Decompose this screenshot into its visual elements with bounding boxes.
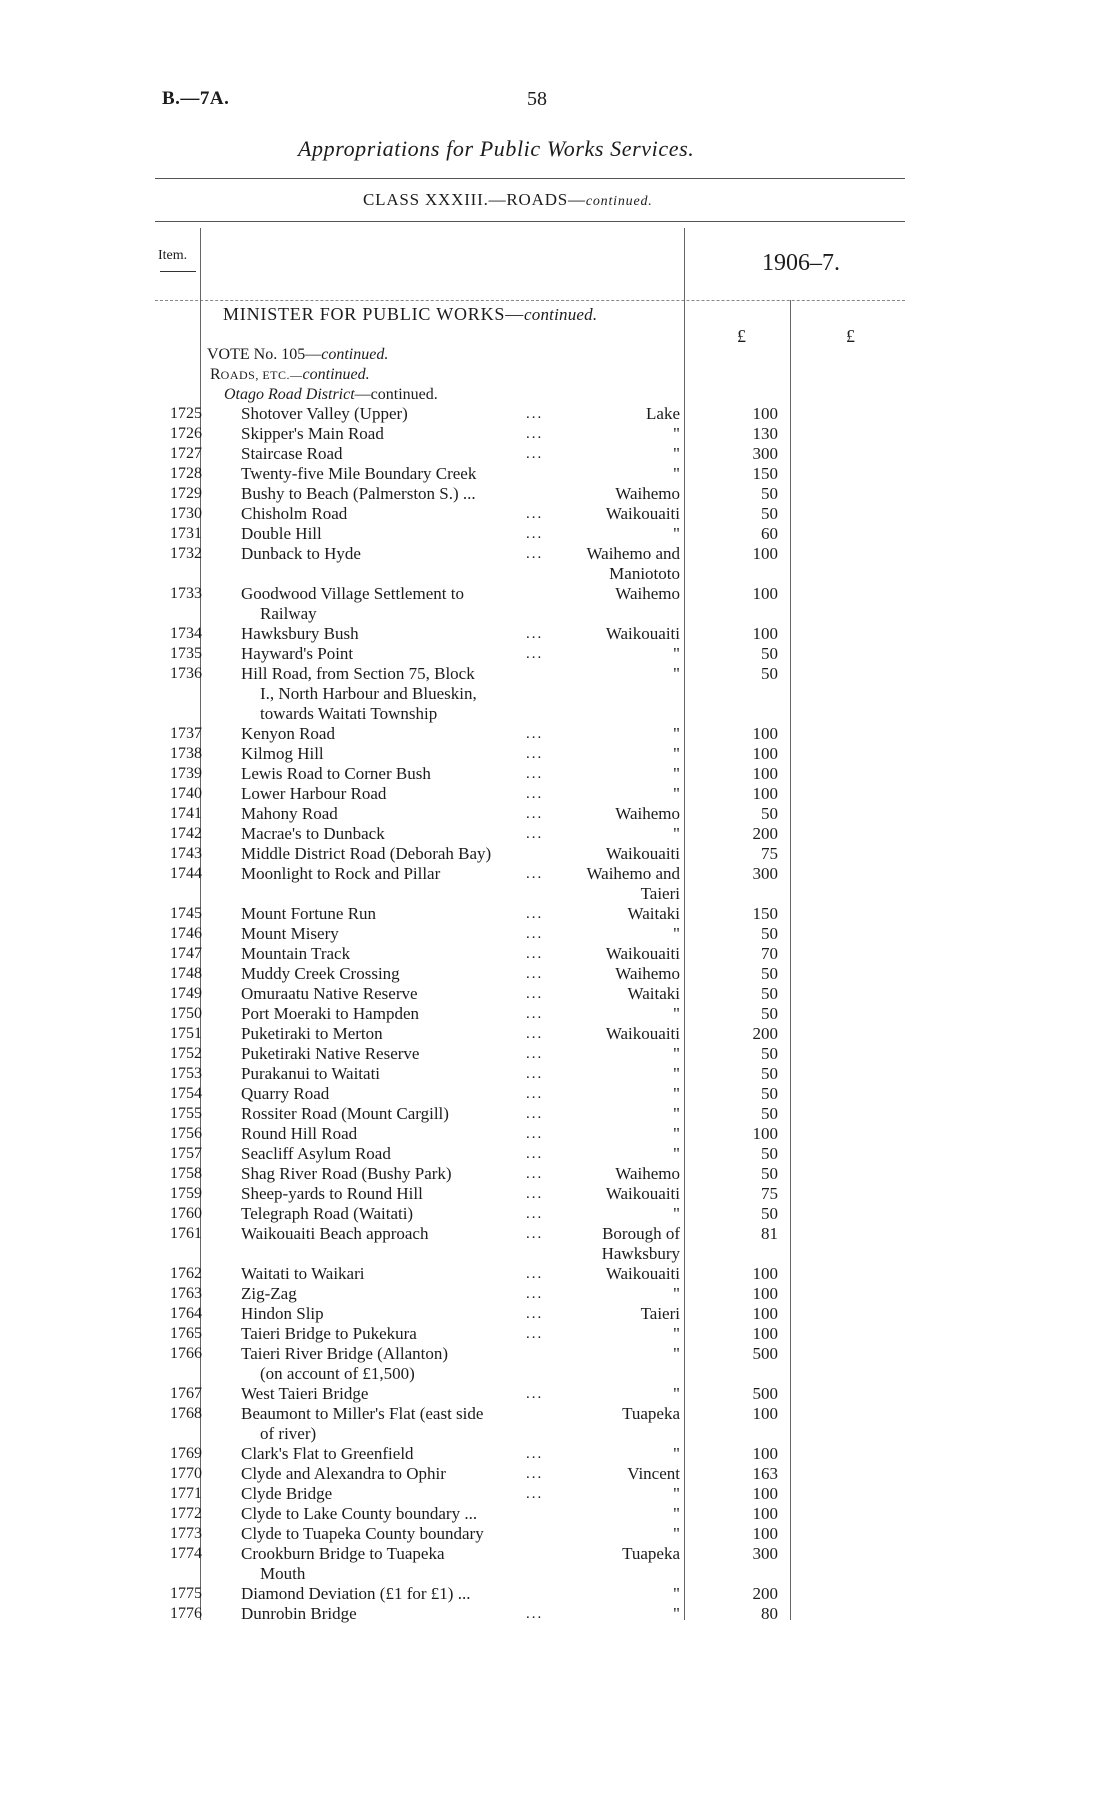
item-amount: 50 xyxy=(761,964,778,983)
item-number: 1738 xyxy=(170,745,202,762)
leader-dots: ... xyxy=(526,1226,544,1242)
roads-heading-text: OADS, ETC.— xyxy=(220,368,303,382)
leader-dots: ... xyxy=(526,1006,544,1022)
item-amount: 50 xyxy=(761,1084,778,1103)
item-description: Shag River Road (Bushy Park) xyxy=(241,1164,452,1183)
leader-dots: ... xyxy=(526,946,544,962)
item-description: Skipper's Main Road xyxy=(241,424,384,443)
leader-dots: ... xyxy=(526,1266,544,1282)
item-number: 1750 xyxy=(170,1005,202,1022)
item-number: 1726 xyxy=(170,425,202,442)
item-number: 1739 xyxy=(170,765,202,782)
item-description: Sheep-yards to Round Hill xyxy=(241,1184,423,1203)
item-number: 1741 xyxy=(170,805,202,822)
leader-dots: ... xyxy=(526,1126,544,1142)
class-heading xyxy=(363,190,653,210)
minister-heading xyxy=(223,304,597,325)
item-number: 1728 xyxy=(170,465,202,482)
item-location: " xyxy=(673,824,680,843)
leader-dots: ... xyxy=(526,786,544,802)
item-location: Taieri xyxy=(640,1304,680,1323)
item-amount: 100 xyxy=(752,1404,778,1423)
item-description: of river) xyxy=(260,1424,317,1443)
header-rule-bottom xyxy=(155,221,905,222)
item-amount: 50 xyxy=(761,984,778,1003)
item-number: 1730 xyxy=(170,505,202,522)
leader-dots: ... xyxy=(526,1026,544,1042)
leader-dots: ... xyxy=(526,986,544,1002)
item-number: 1729 xyxy=(170,485,202,502)
item-location: Waihemo and xyxy=(586,864,680,883)
item-amount: 100 xyxy=(752,1484,778,1503)
item-amount: 100 xyxy=(752,544,778,563)
item-location: " xyxy=(673,1104,680,1123)
leader-dots: ... xyxy=(526,1446,544,1462)
item-location: " xyxy=(673,784,680,803)
item-column-header: Item. xyxy=(158,248,188,263)
item-location: " xyxy=(673,1384,680,1403)
item-description: Muddy Creek Crossing xyxy=(241,964,400,983)
item-description: Mouth xyxy=(260,1564,306,1583)
item-description: Staircase Road xyxy=(241,444,343,463)
roads-heading xyxy=(210,366,370,384)
item-number: 1760 xyxy=(170,1205,202,1222)
item-number: 1751 xyxy=(170,1025,202,1042)
item-amount: 50 xyxy=(761,1144,778,1163)
item-amount: 50 xyxy=(761,1004,778,1023)
item-number: 1774 xyxy=(170,1545,202,1562)
item-location: Waihemo xyxy=(615,964,680,983)
item-description: Double Hill xyxy=(241,524,322,543)
item-location: " xyxy=(673,1084,680,1103)
leader-dots: ... xyxy=(526,726,544,742)
item-number: 1736 xyxy=(170,665,202,682)
item-amount: 50 xyxy=(761,804,778,823)
item-description: Purakanui to Waitati xyxy=(241,1064,381,1083)
item-number: 1766 xyxy=(170,1345,202,1362)
leader-dots: ... xyxy=(526,1046,544,1062)
item-location: Vincent xyxy=(627,1464,680,1483)
leader-dots: ... xyxy=(526,1206,544,1222)
item-number: 1748 xyxy=(170,965,202,982)
item-location: " xyxy=(673,444,680,463)
item-description: Seacliff Asylum Road xyxy=(241,1144,391,1163)
item-location: " xyxy=(673,1604,680,1623)
leader-dots: ... xyxy=(526,646,544,662)
amount-column-divider xyxy=(790,300,791,1620)
item-location: " xyxy=(673,924,680,943)
item-number: 1768 xyxy=(170,1405,202,1422)
district-heading xyxy=(224,386,438,404)
item-number: 1770 xyxy=(170,1465,202,1482)
item-description: I., North Harbour and Blueskin, xyxy=(260,684,477,703)
leader-dots: ... xyxy=(526,1326,544,1342)
leader-dots: ... xyxy=(526,526,544,542)
item-description: Shotover Valley (Upper) xyxy=(241,404,408,423)
item-amount: 300 xyxy=(752,444,778,463)
item-amount: 300 xyxy=(752,864,778,883)
item-location: " xyxy=(673,1004,680,1023)
item-number: 1754 xyxy=(170,1085,202,1102)
item-amount: 100 xyxy=(752,764,778,783)
item-location: " xyxy=(673,464,680,483)
leader-dots: ... xyxy=(526,926,544,942)
item-description: Twenty-five Mile Boundary Creek xyxy=(241,464,477,483)
location-column-divider xyxy=(684,228,685,1620)
item-description: Railway xyxy=(260,604,317,623)
currency-symbol-2: £ xyxy=(846,326,855,346)
item-location: Waikouaiti xyxy=(605,1264,680,1283)
item-number: 1745 xyxy=(170,905,202,922)
roads-heading-cap: R xyxy=(210,366,221,383)
item-description: Hindon Slip xyxy=(241,1304,324,1323)
item-amount: 100 xyxy=(752,1324,778,1343)
item-description: Zig-Zag xyxy=(241,1284,297,1303)
leader-dots: ... xyxy=(526,426,544,442)
item-amount: 60 xyxy=(761,524,778,543)
vote-heading-continued: continued. xyxy=(321,346,389,363)
item-location: " xyxy=(673,664,680,683)
item-location: " xyxy=(673,1484,680,1503)
item-number: 1743 xyxy=(170,845,202,862)
item-description: Port Moeraki to Hampden xyxy=(241,1004,419,1023)
item-description: Omuraatu Native Reserve xyxy=(241,984,418,1003)
item-number: 1764 xyxy=(170,1305,202,1322)
item-description: Telegraph Road (Waitati) xyxy=(241,1204,414,1223)
document-reference: B.—7A. xyxy=(162,88,230,109)
item-description: Puketiraki to Merton xyxy=(241,1024,383,1043)
vote-heading-text: VOTE No. 105— xyxy=(207,346,322,363)
item-location: " xyxy=(673,1344,680,1363)
item-amount: 50 xyxy=(761,1164,778,1183)
item-description: Bushy to Beach (Palmerston S.) ... xyxy=(241,484,476,503)
item-number: 1752 xyxy=(170,1045,202,1062)
item-location: " xyxy=(673,424,680,443)
item-amount: 100 xyxy=(752,744,778,763)
item-description: Middle District Road (Deborah Bay) xyxy=(241,844,492,863)
item-location: " xyxy=(673,524,680,543)
item-amount: 130 xyxy=(752,424,778,443)
leader-dots: ... xyxy=(526,1466,544,1482)
item-number: 1744 xyxy=(170,865,202,882)
item-number: 1776 xyxy=(170,1605,202,1622)
leader-dots: ... xyxy=(526,1186,544,1202)
item-number: 1769 xyxy=(170,1445,202,1462)
item-amount: 75 xyxy=(761,1184,778,1203)
item-description: Crookburn Bridge to Tuapeka xyxy=(241,1544,445,1563)
leader-dots: ... xyxy=(526,746,544,762)
item-number: 1733 xyxy=(170,585,202,602)
item-number: 1771 xyxy=(170,1485,202,1502)
item-description: Mount Misery xyxy=(241,924,339,943)
item-description: Beaumont to Miller's Flat (east side xyxy=(241,1404,484,1423)
item-number: 1747 xyxy=(170,945,202,962)
item-location: Waikouaiti xyxy=(605,624,680,643)
item-location: " xyxy=(673,1284,680,1303)
item-amount: 100 xyxy=(752,1524,778,1543)
item-number: 1727 xyxy=(170,445,202,462)
item-description: Kenyon Road xyxy=(241,724,335,743)
item-location: Waikouaiti xyxy=(605,504,680,523)
page-title: Appropriations for Public Works Services. xyxy=(298,136,695,161)
item-location: Waikouaiti xyxy=(605,1024,680,1043)
item-amount: 50 xyxy=(761,1064,778,1083)
item-description: Clyde to Lake County boundary ... xyxy=(241,1504,478,1523)
item-description: Kilmog Hill xyxy=(241,744,324,763)
item-location: Waikouaiti xyxy=(605,1184,680,1203)
item-description: towards Waitati Township xyxy=(260,704,438,723)
leader-dots: ... xyxy=(526,626,544,642)
item-location: Lake xyxy=(646,404,680,423)
item-location: " xyxy=(673,764,680,783)
roads-heading-continued: continued. xyxy=(302,366,370,383)
leader-dots: ... xyxy=(526,1106,544,1122)
item-amount: 50 xyxy=(761,484,778,503)
item-number: 1759 xyxy=(170,1185,202,1202)
leader-dots: ... xyxy=(526,906,544,922)
minister-heading-text: MINISTER FOR PUBLIC WORKS— xyxy=(223,304,525,324)
item-location: Waitaki xyxy=(627,904,680,923)
leader-dots: ... xyxy=(526,1066,544,1082)
leader-dots: ... xyxy=(526,1086,544,1102)
item-description: Mahony Road xyxy=(241,804,338,823)
item-location: Borough of xyxy=(602,1224,680,1243)
item-amount: 200 xyxy=(752,824,778,843)
item-description: Lewis Road to Corner Bush xyxy=(241,764,431,783)
item-location: " xyxy=(673,644,680,663)
item-location: Waihemo and xyxy=(586,544,680,563)
item-number: 1767 xyxy=(170,1385,202,1402)
item-description: Dunrobin Bridge xyxy=(241,1604,357,1623)
page-number: 58 xyxy=(527,88,547,110)
item-description: Taieri Bridge to Pukekura xyxy=(241,1324,417,1343)
item-description: Moonlight to Rock and Pillar xyxy=(241,864,441,883)
item-number: 1761 xyxy=(170,1225,202,1242)
leader-dots: ... xyxy=(526,406,544,422)
item-amount: 200 xyxy=(752,1024,778,1043)
item-amount: 100 xyxy=(752,1264,778,1283)
class-heading-text: CLASS XXXIII.—ROADS— xyxy=(363,190,586,209)
item-description: Rossiter Road (Mount Cargill) xyxy=(241,1104,449,1123)
item-amount: 200 xyxy=(752,1584,778,1603)
item-amount: 50 xyxy=(761,644,778,663)
item-description: Clyde and Alexandra to Ophir xyxy=(241,1464,446,1483)
item-number: 1772 xyxy=(170,1505,202,1522)
item-amount: 500 xyxy=(752,1344,778,1363)
item-amount: 50 xyxy=(761,1104,778,1123)
header-rule-top xyxy=(155,178,905,179)
item-amount: 150 xyxy=(752,464,778,483)
leader-dots: ... xyxy=(526,1166,544,1182)
item-description: Clyde Bridge xyxy=(241,1484,333,1503)
item-description: Hill Road, from Section 75, Block xyxy=(241,664,475,683)
leader-dots: ... xyxy=(526,1306,544,1322)
item-description: Goodwood Village Settlement to xyxy=(241,584,464,603)
leader-dots: ... xyxy=(526,1286,544,1302)
leader-dots: ... xyxy=(526,1386,544,1402)
item-description: Lower Harbour Road xyxy=(241,784,387,803)
item-location: " xyxy=(673,724,680,743)
item-location: Tuapeka xyxy=(622,1404,680,1423)
year-column-header: 1906–7. xyxy=(762,250,840,276)
item-location: Waihemo xyxy=(615,1164,680,1183)
item-amount: 100 xyxy=(752,1444,778,1463)
currency-symbol-1: £ xyxy=(737,326,746,346)
item-description: Diamond Deviation (£1 for £1) ... xyxy=(241,1584,471,1603)
item-location: Tuapeka xyxy=(622,1544,680,1563)
item-amount: 70 xyxy=(761,944,778,963)
item-amount: 81 xyxy=(761,1224,778,1243)
item-amount: 50 xyxy=(761,664,778,683)
item-number: 1757 xyxy=(170,1145,202,1162)
leader-dots: ... xyxy=(526,806,544,822)
item-number: 1775 xyxy=(170,1585,202,1602)
item-location: " xyxy=(673,1444,680,1463)
item-location: Hawksbury xyxy=(601,1244,680,1263)
item-number: 1734 xyxy=(170,625,202,642)
item-amount: 100 xyxy=(752,624,778,643)
leader-dots: ... xyxy=(526,766,544,782)
item-number: 1758 xyxy=(170,1165,202,1182)
district-name: Otago Road District xyxy=(224,386,355,403)
item-amount: 75 xyxy=(761,844,778,863)
item-amount: 300 xyxy=(752,1544,778,1563)
item-header-rule xyxy=(160,271,196,272)
item-number: 1746 xyxy=(170,925,202,942)
class-heading-continued: continued. xyxy=(585,194,653,209)
item-number: 1725 xyxy=(170,405,202,422)
item-amount: 100 xyxy=(752,724,778,743)
leader-dots: ... xyxy=(526,826,544,842)
item-number: 1742 xyxy=(170,825,202,842)
item-description: Hawksbury Bush xyxy=(241,624,359,643)
item-location: Maniototo xyxy=(609,564,680,583)
district-heading-continued: —continued. xyxy=(354,386,438,403)
leader-dots: ... xyxy=(526,1486,544,1502)
item-description: Waikouaiti Beach approach xyxy=(241,1224,429,1243)
minister-heading-continued: continued. xyxy=(524,305,598,324)
item-location: " xyxy=(673,1124,680,1143)
item-amount: 80 xyxy=(761,1604,778,1623)
item-description: Chisholm Road xyxy=(241,504,348,523)
item-location: " xyxy=(673,1504,680,1523)
leader-dots: ... xyxy=(526,446,544,462)
item-description: Quarry Road xyxy=(241,1084,330,1103)
item-amount: 50 xyxy=(761,1044,778,1063)
item-description: Mountain Track xyxy=(241,944,351,963)
item-location: " xyxy=(673,1044,680,1063)
item-description: Waitati to Waikari xyxy=(241,1264,365,1283)
item-amount: 100 xyxy=(752,1284,778,1303)
item-location: " xyxy=(673,1524,680,1543)
item-description: Mount Fortune Run xyxy=(241,904,377,923)
item-number: 1737 xyxy=(170,725,202,742)
item-location: Waihemo xyxy=(615,804,680,823)
item-description: Taieri River Bridge (Allanton) xyxy=(241,1344,448,1363)
item-number: 1756 xyxy=(170,1125,202,1142)
item-amount: 100 xyxy=(752,584,778,603)
leader-dots: ... xyxy=(526,866,544,882)
item-number: 1749 xyxy=(170,985,202,1002)
item-location: " xyxy=(673,1204,680,1223)
item-number: 1732 xyxy=(170,545,202,562)
vote-heading xyxy=(207,346,388,364)
item-number: 1755 xyxy=(170,1105,202,1122)
item-location: " xyxy=(673,744,680,763)
leader-dots: ... xyxy=(526,506,544,522)
item-location: Taieri xyxy=(640,884,680,903)
item-description: (on account of £1,500) xyxy=(260,1364,415,1383)
item-description: Hayward's Point xyxy=(241,644,354,663)
item-location: " xyxy=(673,1584,680,1603)
item-location: " xyxy=(673,1324,680,1343)
leader-dots: ... xyxy=(526,1606,544,1622)
item-description: Dunback to Hyde xyxy=(241,544,361,563)
item-description: West Taieri Bridge xyxy=(241,1384,369,1403)
item-location: " xyxy=(673,1064,680,1083)
item-description: Puketiraki Native Reserve xyxy=(241,1044,420,1063)
leader-dots: ... xyxy=(526,1146,544,1162)
leader-dots: ... xyxy=(526,546,544,562)
item-amount: 100 xyxy=(752,1304,778,1323)
item-number: 1735 xyxy=(170,645,202,662)
item-number: 1762 xyxy=(170,1265,202,1282)
item-amount: 100 xyxy=(752,404,778,423)
item-number: 1753 xyxy=(170,1065,202,1082)
item-number: 1773 xyxy=(170,1525,202,1542)
item-amount: 100 xyxy=(752,784,778,803)
leader-dots: ... xyxy=(526,966,544,982)
item-description: Macrae's to Dunback xyxy=(241,824,385,843)
item-number: 1731 xyxy=(170,525,202,542)
item-amount: 100 xyxy=(752,1504,778,1523)
item-description: Clyde to Tuapeka County boundary xyxy=(241,1524,484,1543)
item-location: Waihemo xyxy=(615,484,680,503)
item-amount: 50 xyxy=(761,1204,778,1223)
item-amount: 100 xyxy=(752,1124,778,1143)
item-description: Clark's Flat to Greenfield xyxy=(241,1444,414,1463)
item-amount: 50 xyxy=(761,504,778,523)
item-amount: 150 xyxy=(752,904,778,923)
item-location: " xyxy=(673,1144,680,1163)
item-location: Waihemo xyxy=(615,584,680,603)
item-amount: 500 xyxy=(752,1384,778,1403)
item-amount: 50 xyxy=(761,924,778,943)
item-number: 1765 xyxy=(170,1325,202,1342)
item-number: 1740 xyxy=(170,785,202,802)
item-description: Round Hill Road xyxy=(241,1124,358,1143)
item-location: Waitaki xyxy=(627,984,680,1003)
item-amount: 163 xyxy=(752,1464,778,1483)
item-location: Waikouaiti xyxy=(605,844,680,863)
item-number: 1763 xyxy=(170,1285,202,1302)
item-location: Waikouaiti xyxy=(605,944,680,963)
column-header-rule xyxy=(155,300,905,301)
